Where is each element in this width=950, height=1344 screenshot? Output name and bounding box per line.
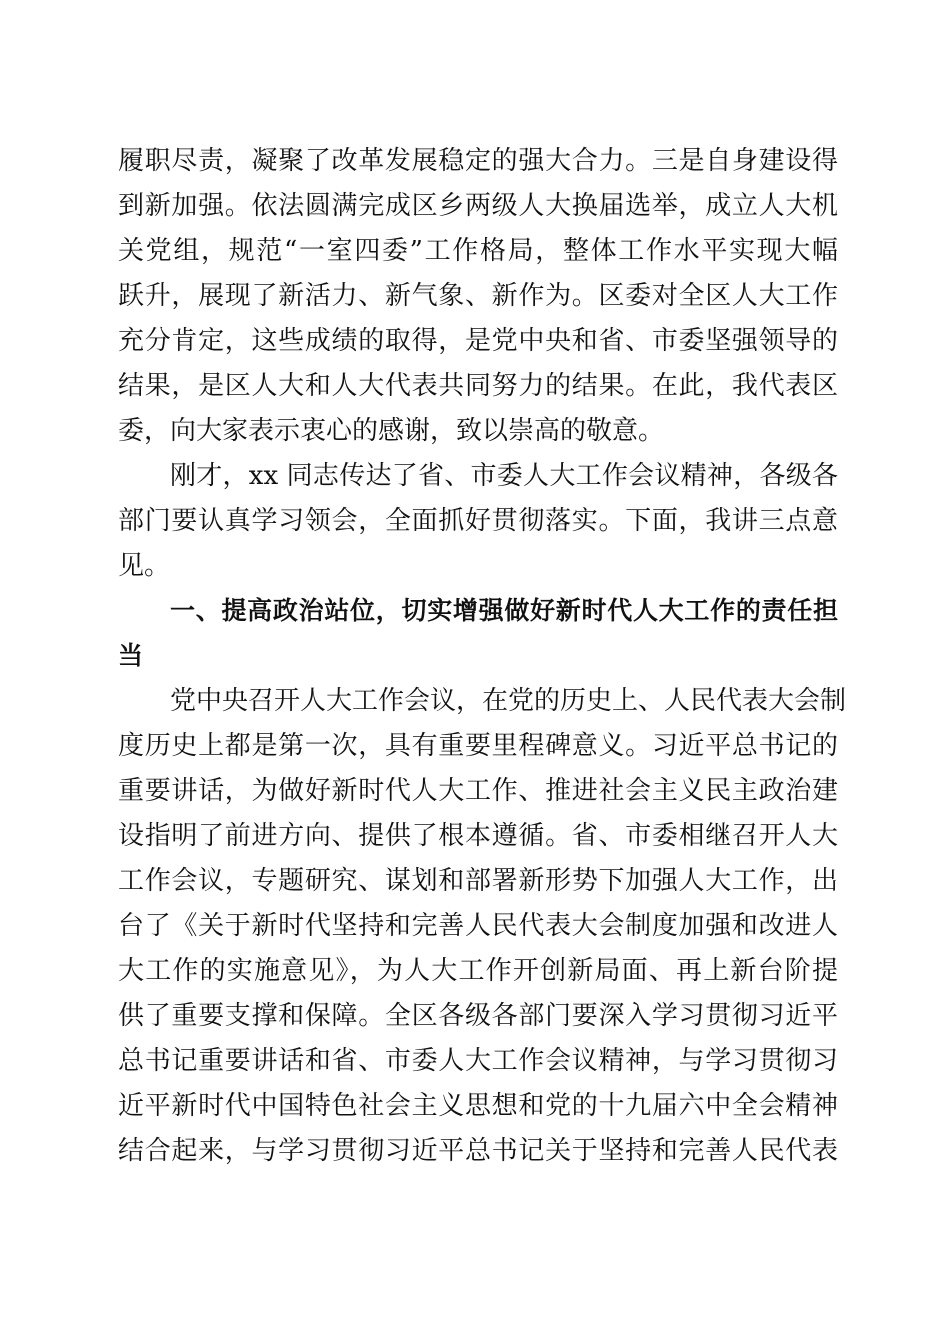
- paragraph-start-line: 刚才，xx 同志传达了省、市委人大工作会议精神，各级各: [170, 461, 838, 491]
- body-text-line: 台了《关于新时代坚持和完善人民代表大会制度加强和改进人: [118, 911, 838, 941]
- paragraph-start-line: 党中央召开人大工作会议，在党的历史上、人民代表大会制: [170, 686, 847, 716]
- body-text-line: 结合起来，与学习贯彻习近平总书记关于坚持和完善人民代表: [118, 1136, 838, 1166]
- body-text-line: 设指明了前进方向、提供了根本遵循。省、市委相继召开人大: [118, 821, 838, 851]
- body-text-line: 跃升，展现了新活力、新气象、新作为。区委对全区人大工作: [118, 281, 838, 311]
- body-text-line: 委，向大家表示衷心的感谢，致以崇高的敬意。: [118, 416, 665, 446]
- body-text-line: 部门要认真学习领会，全面抓好贯彻落实。下面，我讲三点意: [118, 506, 838, 536]
- body-text-line: 见。: [118, 551, 171, 581]
- body-text-line: 到新加强。依法圆满完成区乡两级人大换届选举，成立人大机: [118, 191, 838, 221]
- body-text-line: 重要讲话，为做好新时代人大工作、推进社会主义民主政治建: [118, 776, 838, 806]
- body-text-line: 工作会议，专题研究、谋划和部署新形势下加强人大工作，出: [118, 866, 838, 896]
- section-heading-line: 一、提高政治站位，切实增强做好新时代人大工作的责任担: [170, 596, 838, 625]
- section-heading-line: 当: [118, 641, 144, 670]
- body-text-line: 供了重要支撑和保障。全区各级各部门要深入学习贯彻习近平: [118, 1001, 838, 1031]
- body-text-line: 度历史上都是第一次，具有重要里程碑意义。习近平总书记的: [118, 731, 838, 761]
- body-text-line: 总书记重要讲话和省、市委人大工作会议精神，与学习贯彻习: [118, 1046, 838, 1076]
- body-text-line: 关党组，规范“一室四委”工作格局，整体工作水平实现大幅: [118, 236, 838, 266]
- body-text-line: 大工作的实施意见》，为人大工作开创新局面、再上新台阶提: [118, 956, 838, 986]
- body-text-line: 近平新时代中国特色社会主义思想和党的十九届六中全会精神: [118, 1091, 838, 1121]
- body-text-line: 结果，是区人大和人大代表共同努力的结果。在此，我代表区: [118, 371, 838, 401]
- body-text-line: 充分肯定，这些成绩的取得，是党中央和省、市委坚强领导的: [118, 326, 838, 356]
- body-text-line: 履职尽责，凝聚了改革发展稳定的强大合力。三是自身建设得: [118, 146, 838, 176]
